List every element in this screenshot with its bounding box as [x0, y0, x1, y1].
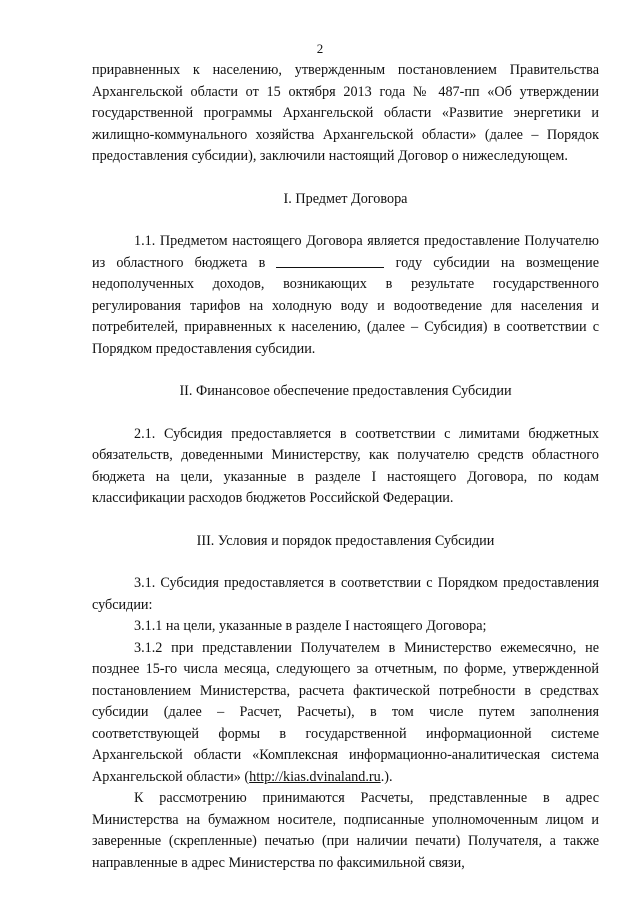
- kias-link[interactable]: http://kias.dvinaland.ru: [249, 768, 381, 785]
- section-3-title: III. Условия и порядок предоставления Субсидии: [196, 532, 495, 549]
- clause-3-1-1: 3.1.1 на цели, указанные в разделе I настоящего Договора;: [134, 618, 487, 634]
- intro-paragraph: приравненных к населению, утвержденным постановлением Правительства Архангельской области от 15 октября 2013 года № 487-пп «Об утверждении государственной программы Архангельской области «Развитие энергетики и жилищно-коммунального хозяйства Архангельской области» (далее – Порядок предоставления субсидии), заключили настоящий Договор о нижеследующем.: [92, 62, 599, 164]
- clause-3-1-2-text: 3.1.2 при представлении Получателем в Министерство ежемесячно, не позднее 15-го числа месяца, следующего за отчетным, по форме, утвержденной постановлением Министерства, расчета фактической потребности в средствах субсидии (далее – Расчет, Расчеты), в том числе путем заполнения соответствующей формы в государственной информационной системе Архангельской области «Комплексная информационно-аналитическая система Архангельской области» (: [92, 639, 599, 785]
- clause-1-1-end: году субсидии на возмещение недополученных доходов, возникающих в результате государственного регулирования тарифов на холодную воду и водоотведение для населения и потребителей, приравненных к населению, (далее – Субсидия) в соответствии с Порядком предоставления субсидии.: [92, 254, 600, 357]
- year-blank-field: [276, 253, 384, 268]
- clause-3-1-2-tail: .).: [380, 768, 393, 785]
- page-number: 2: [316, 41, 324, 56]
- clause-1-1-start: 1.1. Предметом настоящего Договора является предоставление Получателю из областного бюджета в: [92, 233, 599, 271]
- section-2-title: II. Финансовое обеспечение предоставления Субсидии: [179, 383, 512, 399]
- clause-3-1: 3.1. Субсидия предоставляется в соответствии с Порядком предоставления субсидии:: [92, 575, 599, 613]
- clause-3-1-2: [92, 638, 599, 789]
- clause-2-1: 2.1. Субсидия предоставляется в соответствии с лимитами бюджетных обязательств, доведенными Министерству, как получателю средств областного бюджета на цели, указанные в разделе I настоящего Договора, по кодам классификации расходов бюджетов Российской Федерации.: [92, 425, 599, 506]
- clause-1-1: [92, 231, 599, 360]
- document-body: [92, 60, 599, 874]
- section-1-title: I. Предмет Договора: [283, 190, 408, 207]
- review-paragraph: К рассмотрению принимаются Расчеты, представленные в адрес Министерства на бумажном носителе, подписанные уполномоченным лицом и заверенные (скрепленные) печатью (при наличии печати) Получателя, а также направленные в адрес Министерства по факсимильной связи,: [92, 790, 599, 871]
